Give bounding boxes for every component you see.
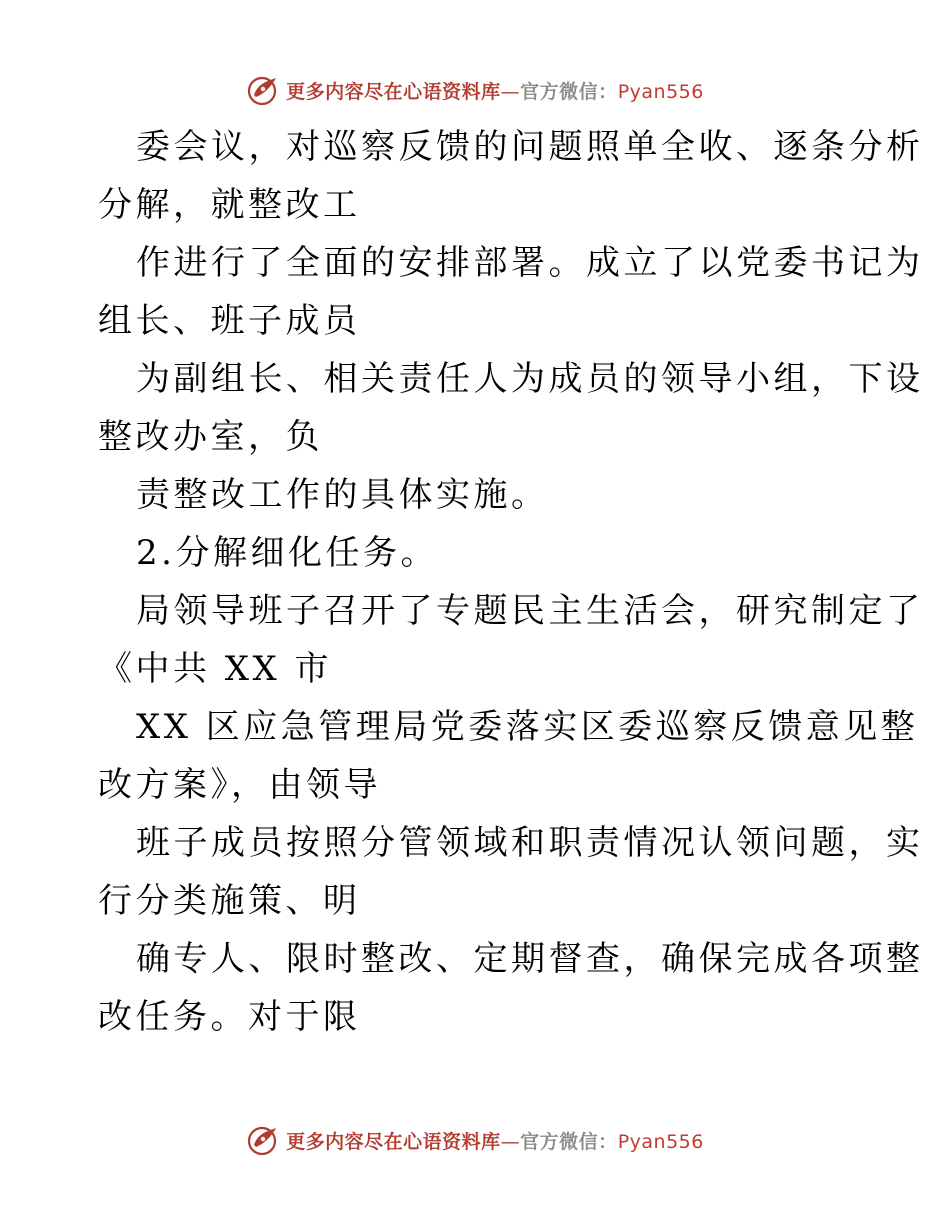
pen-nib-circle-logo-icon bbox=[246, 1123, 280, 1157]
body-line: 责整改工作的具体实施。 bbox=[136, 475, 549, 515]
footer-banner-wechat-label: 官方微信： bbox=[520, 1130, 618, 1153]
header-banner-main: 更多内容尽在心语资料库 bbox=[286, 80, 501, 103]
body-line: 整改办室，负 bbox=[98, 417, 323, 457]
footer-banner-separator: — bbox=[500, 1130, 521, 1153]
body-line: 作进行了全面的安排部署。成立了以党委书记为 bbox=[136, 243, 924, 283]
footer-banner-text bbox=[286, 1127, 704, 1154]
body-line: 改任务。对于限 bbox=[98, 997, 361, 1037]
body-line: 局领导班子召开了专题民主生活会，研究制定了 bbox=[136, 591, 924, 631]
body-line: 分解，就整改工 bbox=[98, 185, 361, 225]
header-banner-wechat-label: 官方微信： bbox=[520, 80, 618, 103]
body-line: 为副组长、相关责任人为成员的领导小组，下设 bbox=[136, 359, 924, 399]
body-line: 《中共 XX 市 bbox=[98, 649, 333, 689]
footer-banner bbox=[0, 1120, 950, 1160]
section-heading: 2.分解细化任务。 bbox=[136, 533, 438, 573]
body-line: 确专人、限时整改、定期督查，确保完成各项整 bbox=[136, 939, 924, 979]
header-banner-text bbox=[286, 77, 704, 104]
footer-banner-main: 更多内容尽在心语资料库 bbox=[286, 1130, 501, 1153]
document-body bbox=[98, 118, 924, 1046]
body-line: 班子成员按照分管领域和职责情况认领问题，实 bbox=[136, 823, 924, 863]
body-line: 行分类施策、明 bbox=[98, 881, 361, 921]
body-line: XX 区应急管理局党委落实区委巡察反馈意见整 bbox=[136, 707, 919, 747]
header-banner bbox=[0, 70, 950, 110]
body-line: 委会议，对巡察反馈的问题照单全收、逐条分析 bbox=[136, 127, 924, 167]
header-banner-separator: — bbox=[500, 80, 521, 103]
body-line: 组长、班子成员 bbox=[98, 301, 361, 341]
pen-nib-circle-logo-icon bbox=[246, 73, 280, 107]
footer-banner-wechat-id: Pyan556 bbox=[617, 1130, 704, 1153]
body-line: 改方案》，由领导 bbox=[98, 765, 381, 805]
header-banner-wechat-id: Pyan556 bbox=[617, 80, 704, 103]
